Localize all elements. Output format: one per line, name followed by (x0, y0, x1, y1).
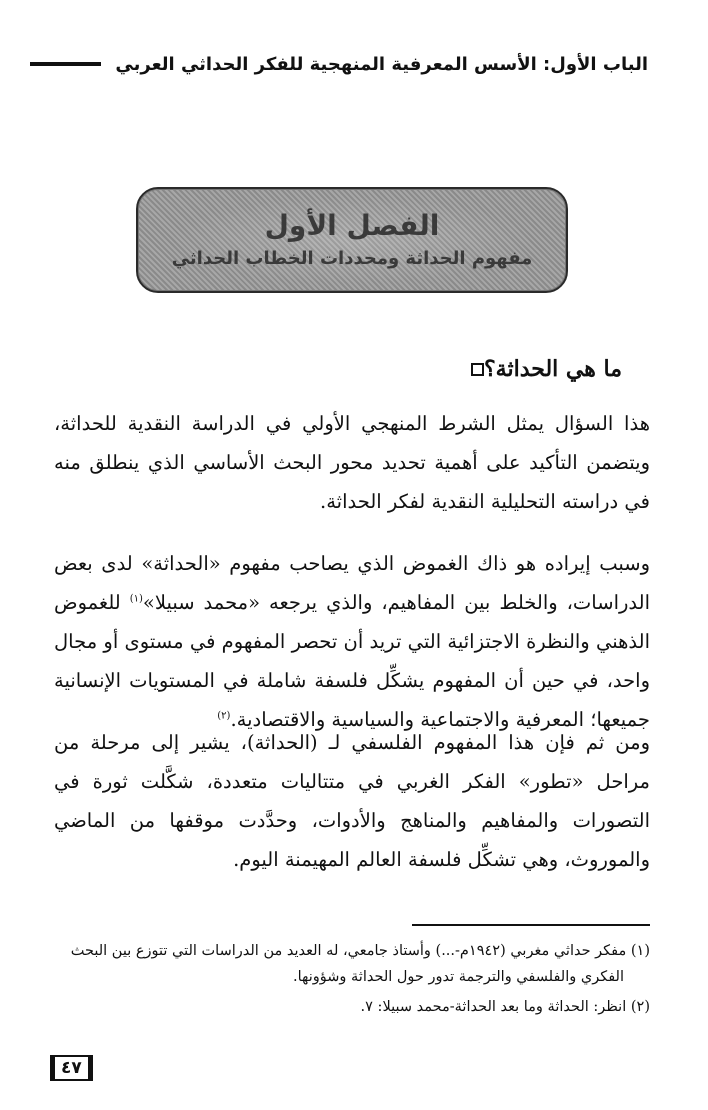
page-number (50, 1055, 93, 1081)
footnote-1-line-1: (١) مفكر حداثي مغربي (١٩٤٢م-...) وأستاذ جامعي، له العديد من الدراسات التي تتوزع بين البحث (70, 943, 650, 959)
paragraph-3-text: ومن ثم فإن هذا المفهوم الفلسفي لـ (الحداثة)، يشير إلى مرحلة من مراحل «تطور» الفكر الغربي في متتاليات متعددة، شكَّلت ثورة في التصورات والمفاهيم والمناهج والأدوات، وحدَّدت موقفها من الماضي والموروث، وهي تشكِّل فلسفة العالم المهيمنة اليوم. (54, 731, 650, 871)
footnotes (54, 938, 650, 1024)
footnote-separator (412, 924, 650, 926)
section-heading-text: ما هي الحداثة؟ (483, 356, 622, 382)
header-rule (30, 62, 101, 66)
footnote-ref-1[interactable]: (١) (129, 593, 143, 605)
running-header (30, 44, 648, 84)
chapter-subtitle: مفهوم الحداثة ومحددات الخطاب الحداثي (171, 247, 533, 269)
footnote-1-line-2: الفكري والفلسفي والترجمة تدور حول الحداثة وشؤونها. (293, 969, 624, 985)
page-number-text: ٤٧ (55, 1055, 88, 1081)
paragraph-2-text-b: للغموض الذهني والنظرة الاجتزائية التي تريد أن تحصر المفهوم في مستوى أو مجال واحد، في حين أن المفهوم يشكِّل فلسفة شاملة في المستويات الإنسانية جميعها؛ المعرفية والاجتماعية والسياسية والاقتصادية. (54, 591, 650, 731)
paragraph-2 (54, 544, 650, 739)
paragraph-2-text-a: وسبب إيراده هو ذاك الغموض الذي يصاحب مفهوم «الحداثة» لدى بعض الدراسات، والخلط بين المفاهيم، والذي يرجعه «محمد سبيلا» (54, 552, 651, 614)
footnote-ref-2[interactable]: (٢) (217, 710, 231, 722)
footnote-2: (٢) انظر: الحداثة وما بعد الحداثة-محمد سبيلا: ٧. (360, 999, 650, 1015)
section-heading (461, 356, 622, 382)
chapter-banner (136, 187, 568, 293)
running-header-title: الباب الأول: الأسس المعرفية المنهجية للفكر الحداثي العربي (115, 53, 648, 75)
page-number-bar-right (88, 1055, 93, 1081)
chapter-title: الفصل الأول (264, 208, 440, 242)
square-bullet-icon (471, 363, 484, 376)
paragraph-1 (54, 404, 650, 521)
footnote-1 (54, 938, 650, 990)
paragraph-1-text: هذا السؤال يمثل الشرط المنهجي الأولي في الدراسة النقدية للحداثة، ويتضمن التأكيد على أهمية تحديد محور البحث الأساسي الذي ينطلق منه في دراسته التحليلية النقدية لفكر الحداثة. (54, 412, 650, 513)
paragraph-3 (54, 723, 650, 879)
